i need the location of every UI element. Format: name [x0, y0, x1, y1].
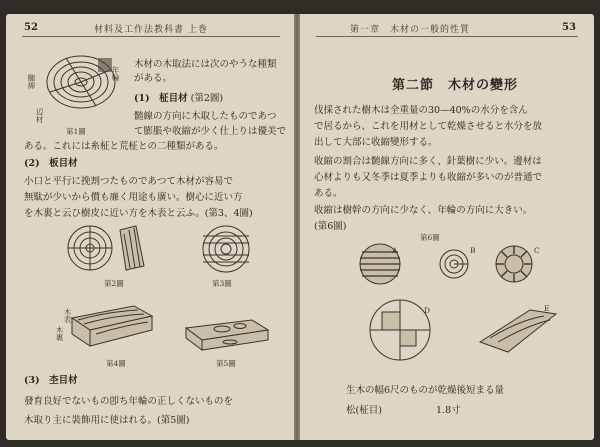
- fig1-label-1: 年輪: [111, 66, 120, 81]
- left-header-rule: [22, 36, 280, 37]
- item3-line-1: 發育良好でないもの卽ち年輪の正しくないものを: [24, 396, 234, 407]
- p2-line-1: 收縮の割合は髄線方向に多く、針葉樹に少い。邊材は: [314, 156, 542, 167]
- item1-line-1: 髄線の方向に木取したものであつ: [134, 111, 277, 122]
- item2-line-3: を木裏と云ひ樹皮に近い方を木表と云ふ。(第3、4圖): [24, 208, 253, 219]
- fig5-figured-wood: [182, 314, 272, 354]
- intro-line-1: 木材の木取法には次のやうな種類: [134, 59, 277, 70]
- item1-heading: (1) 柾目材 (第2圖): [134, 93, 224, 104]
- bottom-line: 生木の幅6尺のものが乾燥後短まる量: [346, 385, 505, 396]
- fig4-label-1: 木裏: [55, 326, 64, 341]
- left-page-number: 52: [24, 22, 38, 33]
- fig1-caption: 第1圖: [66, 127, 86, 136]
- table-value: 1.8寸: [436, 405, 461, 416]
- right-header-rule: [316, 36, 578, 37]
- fig3-flatsawn: [182, 224, 272, 274]
- left-running-header: 材料及工作法教科書 上巻: [94, 25, 208, 35]
- fig6-shrinkage-diagram: [330, 242, 570, 362]
- fig1-label-2: 辺材: [35, 108, 44, 123]
- item3-heading: (3) 杢目材: [24, 375, 78, 386]
- fig1-log-crosssection: [36, 52, 126, 122]
- fig4-label-0: 木表: [63, 308, 72, 323]
- item2-line-1: 小口と平行に挽割つたものであつて木材が容易で: [24, 176, 234, 187]
- fig2-caption: 第2圖: [104, 279, 124, 288]
- p1-line-2: で居るから、これを用材として乾燥させると水分を放: [314, 121, 543, 132]
- item1-line-3: ある。これには糸柾と荒柾との二種類がある。: [24, 141, 224, 152]
- p1-line-3: 出して大部に收縮變形する。: [314, 137, 438, 148]
- right-running-header: 第一章 木材の一般的性質: [350, 25, 471, 35]
- intro-line-2: がある。: [134, 73, 173, 84]
- fig6-label-c: C: [534, 246, 540, 255]
- fig6-label-a: A: [392, 246, 398, 255]
- p2-line-3: ある。: [314, 188, 343, 199]
- right-page: [300, 14, 594, 440]
- table-label: 松(柾目): [346, 405, 382, 416]
- fig4-caption: 第4圖: [106, 359, 126, 368]
- p3-line-1: 收縮は樹幹の方向に少なく、年輪の方向に大きい。: [314, 205, 533, 216]
- p2-line-2: 心材よりも又冬季は夏季よりも收縮が多いのが普通で: [314, 172, 543, 183]
- item2-line-2: 無駄が少いから價も廉く用途も廣い。樹心に近い方: [24, 192, 243, 203]
- item2-heading: (2) 板目材: [24, 158, 78, 169]
- item3-line-2: 木取り主に裝飾用に使はれる。(第5圖): [24, 415, 190, 426]
- section-title: 第二節 木材の變形: [392, 78, 519, 93]
- fig5-caption: 第5圖: [216, 359, 236, 368]
- item1-line-2: て膨脹や收縮が少く仕上りは優美で: [134, 126, 287, 137]
- fig1-label-0: 髄線: [27, 74, 36, 89]
- fig3-caption: 第3圖: [212, 279, 232, 288]
- fig6-label-b: B: [470, 246, 476, 255]
- fig6-label-d: D: [424, 306, 431, 315]
- fig6-caption: 第6圖: [420, 233, 440, 242]
- p3-ref: (第6圖): [314, 221, 347, 232]
- fig4-plank: [66, 300, 156, 352]
- right-page-number: 53: [562, 22, 576, 33]
- left-page: [6, 14, 294, 440]
- p1-line-1: 伐採された樹木は全重量の30—40%の水分を含ん: [314, 105, 528, 116]
- fig6-label-e: E: [544, 304, 550, 313]
- fig2-quartersawn: [62, 224, 152, 272]
